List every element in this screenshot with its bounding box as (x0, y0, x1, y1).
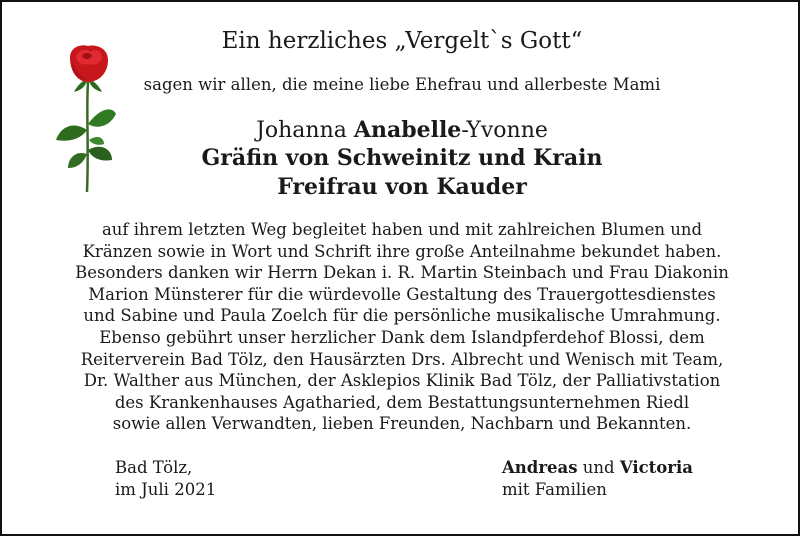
place-date (115, 457, 216, 501)
heading: Ein herzliches „Vergelt`s Gott“ (221, 28, 583, 54)
noble-title-line-2: Freifrau von Kauder (277, 174, 527, 200)
body-line: und Sabine und Paula Zoelch für die persönliche musikalische Umrahmung. (83, 306, 721, 326)
middle-name: Anabelle (353, 117, 462, 143)
first-name: Johanna (256, 118, 347, 143)
signature-names (502, 457, 693, 479)
body-line: sowie allen Verwandten, lieben Freunden, Nachbarn und Bekannten. (112, 414, 692, 434)
body-line: auf ihrem letzten Weg begleitet haben und mit zahlreichen Blumen und (101, 220, 703, 239)
deceased-name (2, 115, 800, 146)
last-name-part: Yvonne (466, 118, 548, 143)
noble-title-line: Gräfin von Schweinitz und Krain (201, 145, 603, 171)
place-city: Bad Tölz, (115, 458, 193, 477)
place-date-text: im Juli 2021 (115, 480, 217, 499)
intro-text: sagen wir allen, die meine liebe Ehefrau und allerbeste Mami (143, 75, 661, 94)
signature-family: mit Familien (502, 480, 607, 499)
body-line: Ebenso gebührt unser herzlicher Dank dem Islandpferdehof Blossi, dem (99, 327, 705, 347)
signer-1: Andreas (502, 458, 578, 477)
signer-2: Victoria (619, 458, 693, 477)
thanks-body (2, 219, 800, 435)
signature-conjunction: und (577, 458, 620, 477)
body-line: Dr. Walther aus München, der Asklepios Klinik Bad Tölz, der Palliativstation (83, 371, 721, 391)
body-line: des Krankenhauses Agatharied, dem Bestattungsunternehmen Riedl (114, 392, 690, 412)
body-line: Kränzen sowie in Wort und Schrift ihre große Anteilnahme bekundet haben. (82, 241, 722, 261)
body-line: Reiterverein Bad Tölz, den Hausärzten Drs. Albrecht und Wenisch mit Team, (80, 349, 724, 369)
signature (502, 457, 693, 501)
name-hyphen: - (461, 118, 467, 143)
body-line: Besonders danken wir Herrn Dekan i. R. Martin Steinbach und Frau Diakonin (75, 263, 729, 283)
body-line: Marion Münsterer für die würdevolle Gestaltung des Trauergottesdienstes (88, 284, 716, 304)
